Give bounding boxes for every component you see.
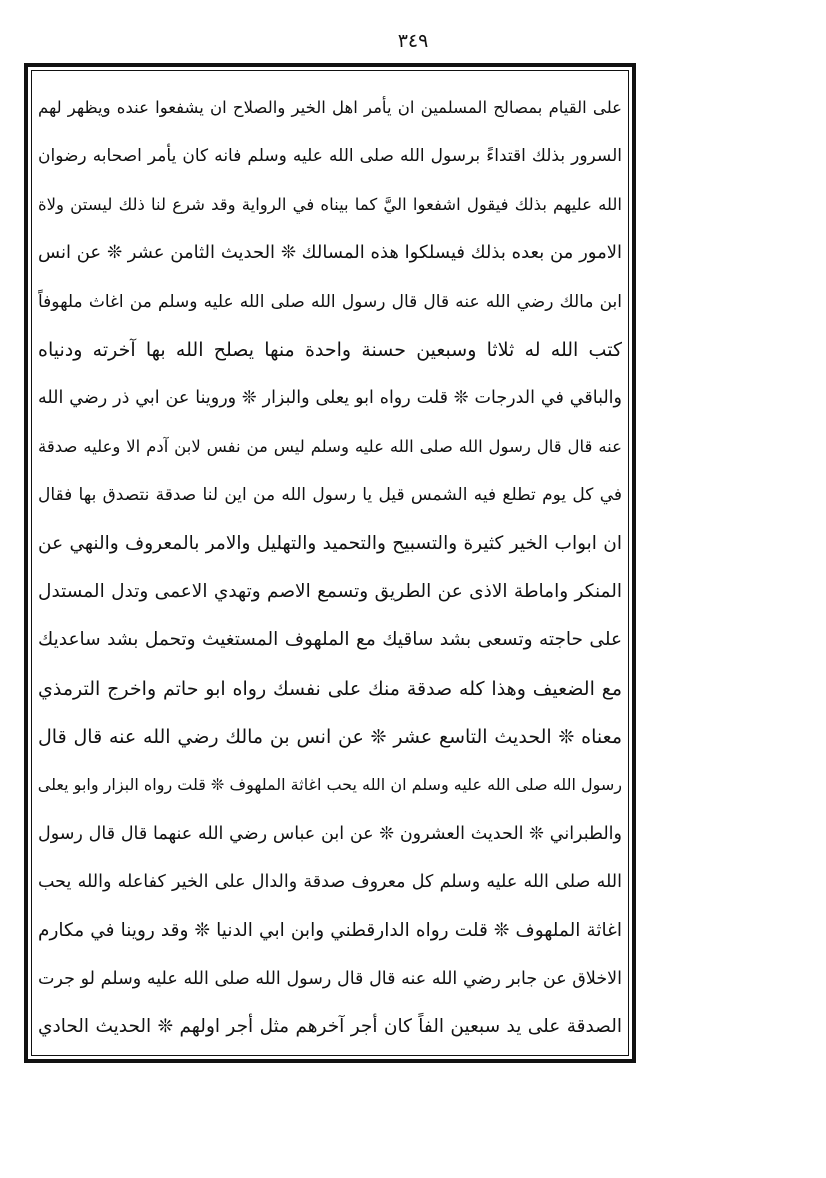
text-line: والطبراني ❊ الحديث العشرون ❊ عن ابن عباس رضي الله عنهما قال قال رسول — [38, 823, 622, 844]
text-line: كتب الله له ثلاثا وسبعين حسنة واحدة منها يصلح الله بها آخرته ودنياه — [38, 338, 622, 361]
text-line: اغاثة الملهوف ❊ قلت رواه الدارقطني وابن ابي الدنيا ❊ وقد روينا في مكارم — [38, 919, 622, 941]
text-line: على القيام بمصالح المسلمين ان يأمر اهل الخير والصلاح ان يشفعوا عنده ويظهر لهم — [38, 98, 622, 117]
text-line: مع الضعيف وهذا كله صدقة منك على نفسك رواه ابو حاتم واخرج الترمذي — [38, 677, 622, 700]
text-line: رسول الله صلى الله عليه وسلم ان الله يحب اغاثة الملهوف ❊ قلت رواه البزار وابو يعلى — [38, 775, 622, 795]
text-line: معناه ❊ الحديث التاسع عشر ❊ عن انس بن مالك رضي الله عنه قال قال — [38, 726, 622, 749]
text-line: في كل يوم تطلع فيه الشمس قيل يا رسول الله من اين لنا صدقة نتصدق بها فقال — [38, 485, 622, 506]
text-block — [38, 84, 622, 1052]
text-line: الصدقة على يد سبعين الفاً كان أجر آخرهم مثل أجر اولهم ❊ الحديث الحادي — [38, 1016, 622, 1038]
text-line: المنكر واماطة الاذى عن الطريق وتسمع الاصم وتهدي الاعمى وتدل المستدل — [38, 580, 622, 602]
text-line: على حاجته وتسعى بشد ساقيك مع الملهوف المستغيث وتحمل بشد ساعديك — [38, 629, 622, 651]
text-line: ان ابواب الخير كثيرة والتسبيح والتحميد والتهليل والامر بالمعروف والنهي عن — [38, 532, 622, 554]
text-line: السرور بذلك اقتداءً برسول الله صلى الله عليه وسلم فانه كان يأمر اصحابه رضوان — [38, 146, 622, 167]
text-line: الامور من بعده بذلك فيسلكوا هذه المسالك ❊ الحديث الثامن عشر ❊ عن انس — [38, 242, 622, 264]
text-line: الله صلى الله عليه وسلم كل معروف صدقة والدال على الخير كفاعله والله يحب — [38, 872, 622, 893]
page-number: ٣٤٩ — [397, 30, 429, 52]
text-line: الاخلاق عن جابر رضي الله عنه قال قال رسول الله صلى الله عليه وسلم لو جرت — [38, 969, 622, 990]
text-line: الله عليهم بذلك فيقول اشفعوا اليَّ كما بيناه في الرواية وقد شرع لنا ذلك ليستن ولاة — [38, 194, 622, 214]
text-line: ابن مالك رضي الله عنه قال قال رسول الله صلى الله عليه وسلم من اغاث ملهوفاً — [38, 291, 622, 312]
text-line: والباقي في الدرجات ❊ قلت رواه ابو يعلى والبزار ❊ وروينا عن ابي ذر رضي الله — [38, 388, 622, 409]
text-line: عنه قال قال رسول الله صلى الله عليه وسلم ليس من نفس لابن آدم الا وعليه صدقة — [38, 436, 622, 456]
